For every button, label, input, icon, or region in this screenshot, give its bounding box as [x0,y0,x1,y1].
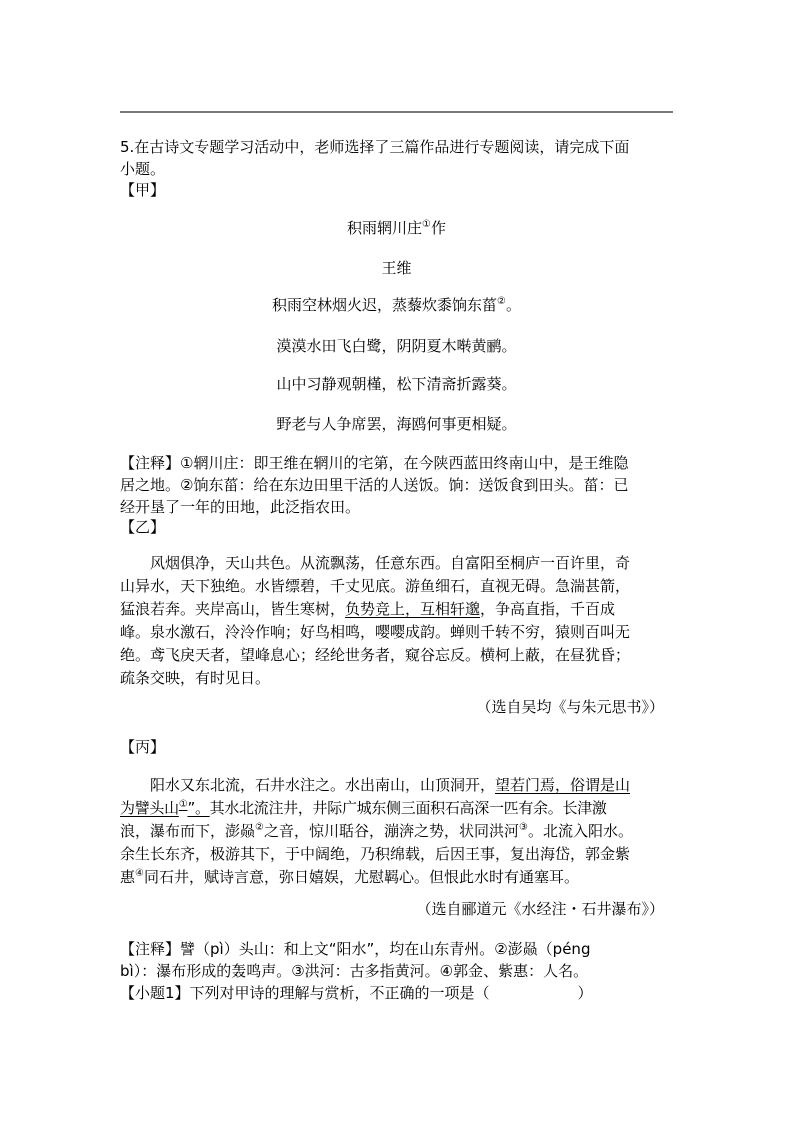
sub-question-1 [120,983,593,1003]
poem-line-4: 野老与人争席罢，海鸥何事更相疑。 [276,415,517,433]
bing-line-part: 其水北流注井，井际广城东侧三面积石高深一匹有余。长津激 [209,799,607,817]
question-line-1: 5.在古诗文专题学习活动中，老师选择了三篇作品进行专题阅读，请完成下面 [120,138,630,156]
footnote-marker: ③ [519,822,528,833]
jia-note-line: 经开垦了一年的田地，此泛指农田。 [120,498,361,516]
yi-line-part: ，争高直指，千百成 [480,600,616,618]
bing-line-part: 浪，瀑布而下，澎赑 [120,822,256,840]
poem-line-2: 漠漠水田飞白鹭，阴阴夏木啭黄鹂。 [276,337,517,355]
bing-line-part: 同石井，赋诗言意，弥日嬉娱，尤慰羁心。但恨此水时有通塞耳。 [143,868,579,886]
yi-line: 山异水，天下独绝。水皆缥碧，千丈见底。游鱼细石，直视无碍。急湍甚箭， [120,577,631,595]
section-label-yi: 【乙】 [120,518,166,536]
poem-line-1 [120,295,673,315]
bing-line [120,867,579,887]
bing-line: 余生长东齐，极游其下，于中阔绝，乃积绵载，后因王事，复出海岱，郭金紫 [120,845,631,863]
footnote-marker: ④ [135,868,144,879]
bing-line-part: 。北流入阳水。 [527,822,633,840]
header-rule [120,111,673,113]
yi-line [120,599,615,619]
poem-line-3: 山中习静观朝槿，松下清斋折露葵。 [276,375,517,393]
bing-note-line: 【注释】譬（pì）头山：和上文“阳水”，均在山东青州。②澎赑（péng [120,940,591,958]
bing-line-part: 之音，惊川聒谷，漰渀之势，状同洪河 [263,822,519,840]
poem-title [120,218,673,238]
underlined-phrase: 望若门焉，俗谓是山 [495,776,631,794]
bing-line [120,821,633,841]
footnote-marker: ② [497,296,506,307]
yi-line-part: 猛浪若奔。夹岸高山，皆生寒树， [120,600,346,618]
underlined-phrase: ”。 [187,799,210,817]
poem-author: 王维 [381,259,412,277]
jia-note-line: 【注释】①辋川庄：即王维在辋川的宅第，在今陕西蓝田终南山中，是王维隐 [120,454,629,472]
sub-question-1-close: ） [577,984,593,1002]
section-label-jia: 【甲】 [120,181,166,199]
underlined-phrase: 为譬头山 [120,799,179,817]
poem-title-suffix: 作 [430,219,446,237]
bing-source: （选自郦道元《水经注・石井瀑布》） [416,900,664,918]
footnote-marker: ② [255,822,264,833]
yi-source: （选自吴均《与朱元思书》） [476,698,664,716]
bing-line [150,775,630,795]
footnote-marker: ① [422,219,431,230]
footnote-marker: ① [178,799,188,810]
yi-line: 峰。泉水激石，泠泠作响；好鸟相鸣，嘤嘤成韵。蝉则千转不穷，猿则百叫无 [120,623,631,641]
bing-line-part: 阳水又东北流，石井水注之。水出南山，山顶洞开， [150,776,496,794]
underlined-phrase: 负势竞上，互相轩邈 [345,600,481,618]
bing-line-part: 惠 [120,868,136,886]
question-line-2: 小题。 [120,160,166,178]
sub-question-1-text: 【小题1】下列对甲诗的理解与赏析，不正确的一项是（ [120,984,490,1002]
yi-line: 绝。鸢飞戾天者，望峰息心；经纶世务者，窥谷忘反。横柯上蔽，在昼犹昏； [120,646,631,664]
poem-title-text: 积雨辋川庄 [347,219,423,237]
section-label-bing: 【丙】 [120,738,166,756]
yi-line: 疏条交映，有时见日。 [120,669,271,687]
bing-line [120,798,607,818]
poem-line-1-text: 积雨空林烟火迟，蒸藜炊黍饷东菑 [272,296,498,314]
poem-line-1-end: 。 [505,296,521,314]
yi-line: 风烟俱净，天山共色。从流飘荡，任意东西。自富阳至桐庐一百许里，奇 [150,554,631,572]
jia-note-line: 居之地。②饷东菑：给在东边田里干活的人送饭。饷：送饭食到田头。菑：已 [120,476,629,494]
bing-note-line: bì）：瀑布形成的轰鸣声。③洪河：古多指黄河。④郭金、紫惠：人名。 [120,962,589,980]
